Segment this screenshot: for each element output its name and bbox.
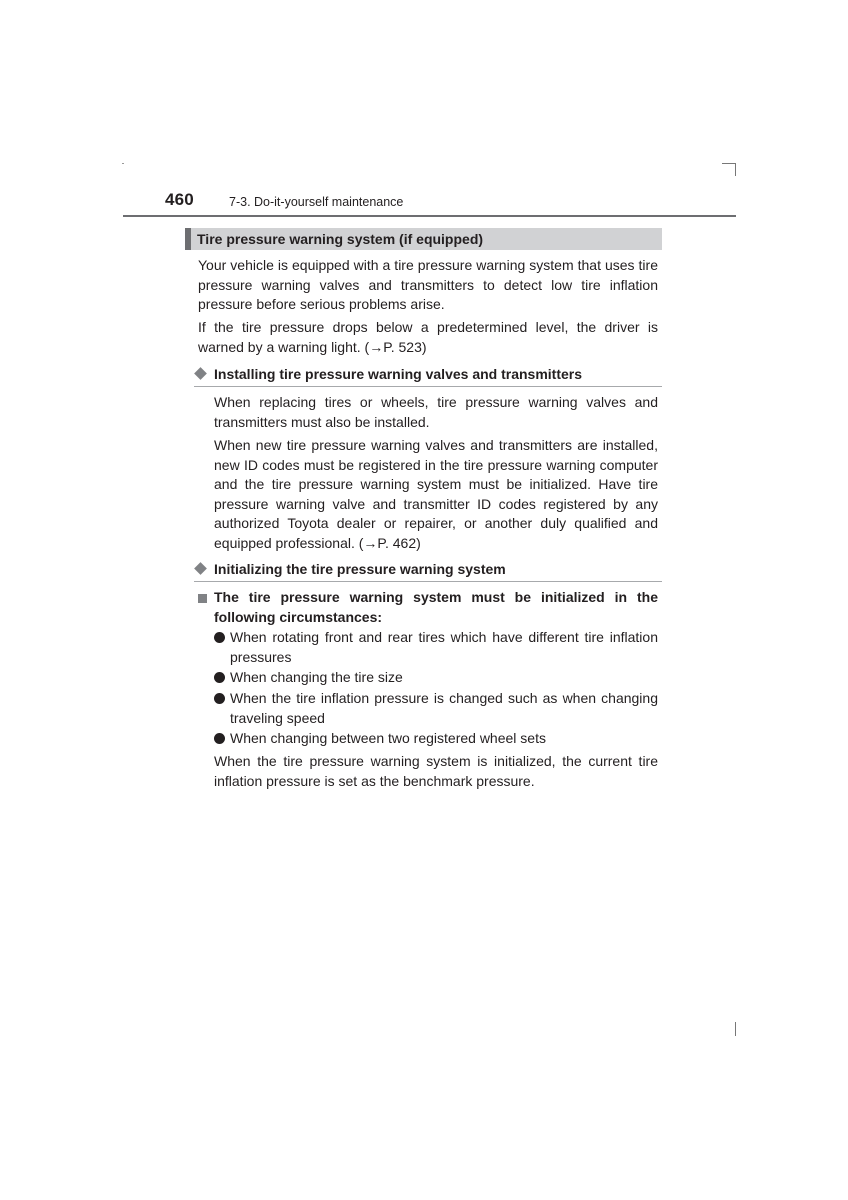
intro-paragraph: If the tire pressure drops below a predetermined level, the driver is warned by a warning light. (→P. 523) xyxy=(198,319,658,355)
diamond-bullet-icon xyxy=(194,562,207,575)
subsection-heading-initializing: Initializing the tire pressure warning system xyxy=(214,561,506,577)
list-item: When changing the tire size xyxy=(230,669,403,685)
crop-mark-top-right-vertical xyxy=(735,163,736,176)
square-bullet-icon xyxy=(198,594,207,603)
header-rule xyxy=(123,215,736,217)
dot-bullet-icon xyxy=(214,632,225,643)
closing-paragraph: When the tire pressure warning system is initialized, the current tire inflation pressure is set as the benchmark pressure. xyxy=(214,753,658,789)
dot-bullet-icon xyxy=(214,672,225,683)
page-number: 460 xyxy=(165,190,194,209)
list-item: When changing between two registered wheel sets xyxy=(230,730,546,746)
subsection-rule xyxy=(194,386,662,387)
dot-bullet-icon xyxy=(214,693,225,704)
intro-paragraph: Your vehicle is equipped with a tire pressure warning system that uses tire pressure warning valves and transmitters to detect low tire inflation pressure before serious problems arise. xyxy=(198,257,658,312)
crop-mark-bottom-right xyxy=(735,1022,736,1036)
installing-paragraph: When new tire pressure warning valves and transmitters are installed, new ID codes must be registered in the tire pressure warning computer and the tire pressure warning system must be initialized. Have tire pressure warning valve and transmitter ID codes registered by any authorized Toyota dealer or repairer, or another duly qualified and equipped professional. (→P. 462) xyxy=(214,437,658,551)
diamond-bullet-icon xyxy=(194,367,207,380)
subsection-rule xyxy=(194,581,662,582)
list-item: When rotating front and rear tires which have different tire inflation pressures xyxy=(230,629,658,665)
crop-mark-top-right xyxy=(722,163,735,164)
subsection-heading-installing: Installing tire pressure warning valves and transmitters xyxy=(214,366,583,382)
running-head: 7-3. Do-it-yourself maintenance xyxy=(229,195,404,209)
initialize-circumstances-heading: The tire pressure warning system must be initialized in the following circumstances: xyxy=(214,589,658,625)
section-title: Tire pressure warning system (if equipped) xyxy=(197,231,484,247)
installing-paragraph: When replacing tires or wheels, tire pressure warning valves and transmitters must also be installed. xyxy=(214,394,658,430)
dot-bullet-icon xyxy=(214,733,225,744)
crop-mark-top-left xyxy=(122,163,124,164)
list-item: When the tire inflation pressure is changed such as when changing traveling speed xyxy=(230,690,658,726)
